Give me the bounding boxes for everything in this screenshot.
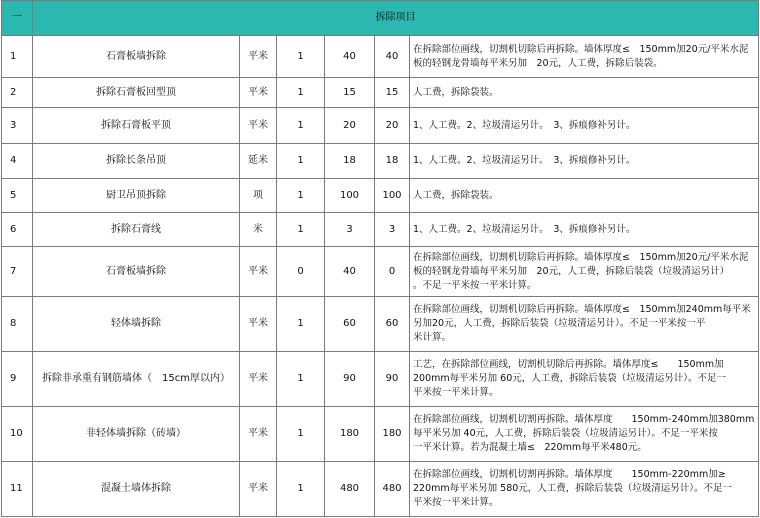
item-quantity: 1 xyxy=(277,213,325,247)
table-row xyxy=(2,297,759,352)
item-total: 90 xyxy=(375,352,410,407)
item-unit-price: 15 xyxy=(325,78,375,108)
table-row xyxy=(2,352,759,407)
table-row xyxy=(2,144,759,179)
item-unit: 平米 xyxy=(240,352,277,407)
item-unit: 平米 xyxy=(240,407,277,462)
item-description: 工艺，在拆除部位画线，切割机切除后再拆除。墙体厚度≤ 150mm加 200mm每平米另加 60元，人工费，拆除后装袋（垃圾清运另计）。不足一 平米按一平米计算。 xyxy=(410,352,759,407)
row-number: 11 xyxy=(2,462,33,517)
item-unit-price: 18 xyxy=(325,144,375,179)
row-number: 3 xyxy=(2,108,33,144)
item-quantity: 1 xyxy=(277,108,325,144)
demolition-price-table xyxy=(1,0,759,517)
item-name: 轻体墙拆除 xyxy=(33,297,240,352)
table-header-row xyxy=(2,1,759,36)
item-unit: 平米 xyxy=(240,247,277,297)
item-name: 厨卫吊顶拆除 xyxy=(33,179,240,213)
row-number: 8 xyxy=(2,297,33,352)
item-quantity: 1 xyxy=(277,144,325,179)
item-quantity: 1 xyxy=(277,36,325,78)
item-total: 40 xyxy=(375,36,410,78)
item-description: 在拆除部位画线，切割机切除后再拆除。墙体厚度≤ 150mm加20元/平米水泥 板的轻钢龙骨墙每平米另加 20元，人工费，拆除后装袋（垃圾清运另计） 。不足一平米按一平米计算。 xyxy=(410,247,759,297)
row-number: 6 xyxy=(2,213,33,247)
item-total: 3 xyxy=(375,213,410,247)
item-name: 拆除石膏线 xyxy=(33,213,240,247)
item-description: 在拆除部位画线，切割机切割再拆除。墙体厚度 150mm-220mm加≥ 220mm每平米另加 580元，人工费，拆除后装袋（垃圾清运另计）。不足一 平米按一平米计算。 xyxy=(410,462,759,517)
item-name: 拆除长条吊顶 xyxy=(33,144,240,179)
table-row xyxy=(2,108,759,144)
table-row xyxy=(2,462,759,517)
item-name: 石膏板墙拆除 xyxy=(33,247,240,297)
item-name: 拆除非承重有钢筋墙体（ 15cm厚以内） xyxy=(33,352,240,407)
row-number: 4 xyxy=(2,144,33,179)
item-unit-price: 90 xyxy=(325,352,375,407)
item-total: 180 xyxy=(375,407,410,462)
item-total: 20 xyxy=(375,108,410,144)
item-quantity: 1 xyxy=(277,179,325,213)
item-quantity: 1 xyxy=(277,297,325,352)
header-title: 拆除项目 xyxy=(33,1,759,36)
item-total: 18 xyxy=(375,144,410,179)
item-description: 在拆除部位画线，切割机切割再拆除。墙体厚度 150mm-240mm加380mm 每平米另加 40元，人工费，拆除后装袋（垃圾清运另计）。不足一平米按 一平米计算。若为混凝土墙≤ 220mm每平米480元。 xyxy=(410,407,759,462)
item-total: 100 xyxy=(375,179,410,213)
item-description: 1、人工费。2、垃圾清运另计。 3、拆痕修补另计。 xyxy=(410,213,759,247)
item-quantity: 0 xyxy=(277,247,325,297)
item-total: 480 xyxy=(375,462,410,517)
item-unit: 平米 xyxy=(240,297,277,352)
item-total: 15 xyxy=(375,78,410,108)
table-row xyxy=(2,36,759,78)
table-row xyxy=(2,78,759,108)
item-description: 在拆除部位画线，切割机切除后再拆除。墙体厚度≤ 150mm加20元/平米水泥 板的轻钢龙骨墙每平米另加 20元，人工费，拆除后装袋。 xyxy=(410,36,759,78)
table-row xyxy=(2,247,759,297)
item-unit-price: 100 xyxy=(325,179,375,213)
item-unit: 平米 xyxy=(240,78,277,108)
item-name: 混凝土墙体拆除 xyxy=(33,462,240,517)
table-row xyxy=(2,179,759,213)
item-unit-price: 40 xyxy=(325,36,375,78)
item-unit: 平米 xyxy=(240,36,277,78)
item-description: 1、人工费。2、垃圾清运另计。 3、拆痕修补另计。 xyxy=(410,108,759,144)
item-unit: 米 xyxy=(240,213,277,247)
item-total: 0 xyxy=(375,247,410,297)
item-description: 人工费，拆除袋装。 xyxy=(410,179,759,213)
row-number: 7 xyxy=(2,247,33,297)
row-number: 10 xyxy=(2,407,33,462)
item-quantity: 1 xyxy=(277,352,325,407)
header-corner-cell: 一 xyxy=(2,1,33,36)
item-unit-price: 480 xyxy=(325,462,375,517)
row-number: 5 xyxy=(2,179,33,213)
table-row xyxy=(2,213,759,247)
item-unit-price: 3 xyxy=(325,213,375,247)
item-quantity: 1 xyxy=(277,462,325,517)
item-unit: 平米 xyxy=(240,462,277,517)
item-quantity: 1 xyxy=(277,78,325,108)
item-unit-price: 60 xyxy=(325,297,375,352)
item-name: 石膏板墙拆除 xyxy=(33,36,240,78)
item-total: 60 xyxy=(375,297,410,352)
item-name: 拆除石膏板回型顶 xyxy=(33,78,240,108)
row-number: 9 xyxy=(2,352,33,407)
item-description: 人工费，拆除袋装。 xyxy=(410,78,759,108)
item-unit-price: 40 xyxy=(325,247,375,297)
item-quantity: 1 xyxy=(277,407,325,462)
item-description: 在拆除部位画线，切割机切除后再拆除。墙体厚度≤ 150mm加240mm每平米 另加20元，人工费，拆除后装袋（垃圾清运另计）。不足一平米按一平 米计算。 xyxy=(410,297,759,352)
row-number: 1 xyxy=(2,36,33,78)
item-unit-price: 20 xyxy=(325,108,375,144)
item-unit: 项 xyxy=(240,179,277,213)
table-row xyxy=(2,407,759,462)
item-description: 1、人工费。2、垃圾清运另计。 3、拆痕修补另计。 xyxy=(410,144,759,179)
item-name: 拆除石膏板平顶 xyxy=(33,108,240,144)
item-name: 非轻体墙拆除（砖墙） xyxy=(33,407,240,462)
item-unit: 平米 xyxy=(240,108,277,144)
item-unit-price: 180 xyxy=(325,407,375,462)
item-unit: 延米 xyxy=(240,144,277,179)
row-number: 2 xyxy=(2,78,33,108)
